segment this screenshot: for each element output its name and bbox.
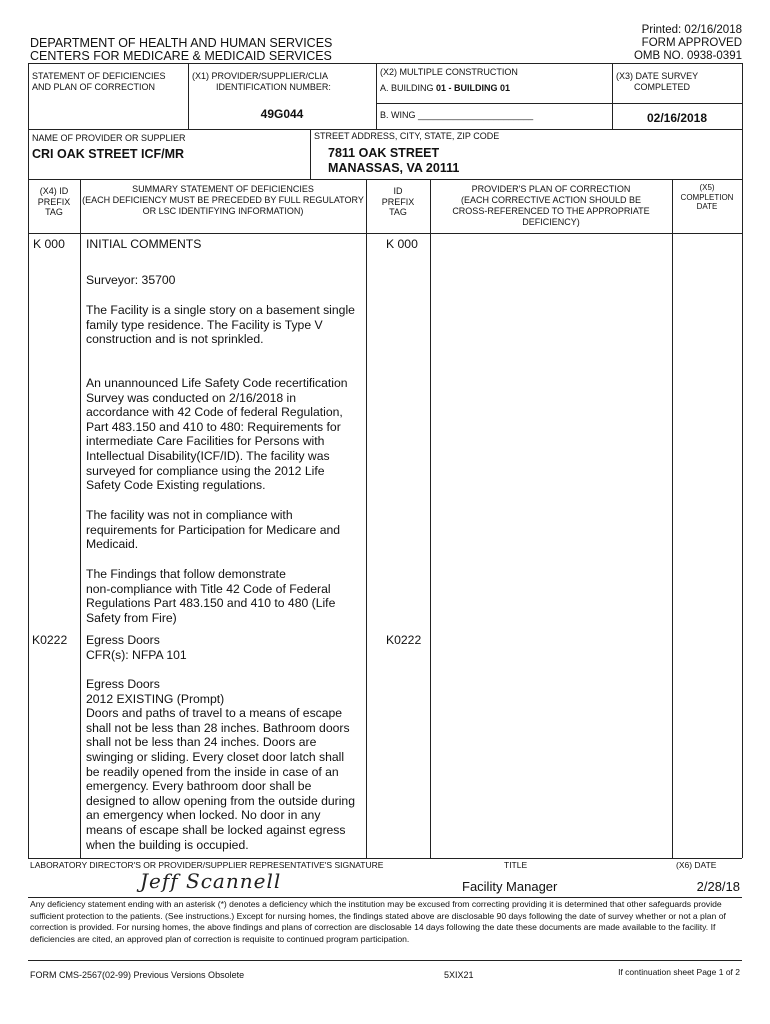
provider-name-label: NAME OF PROVIDER OR SUPPLIER <box>32 133 186 143</box>
form-approved: FORM APPROVED <box>641 37 742 49</box>
dept-line-1: DEPARTMENT OF HEALTH AND HUMAN SERVICES <box>30 36 333 50</box>
egress-doors-heading: Egress Doors CFR(s): NFPA 101 <box>86 633 187 662</box>
tag-k0222-right: K0222 <box>386 633 422 647</box>
handwritten-signature: Jeff Scannell <box>140 869 282 893</box>
id-header: ID PREFIX TAG <box>381 186 415 217</box>
initial-comments-heading: INITIAL COMMENTS <box>86 237 202 251</box>
compliance-statement: The facility was not in compliance with requirements for Participation for Medicare and Medicaid. <box>86 508 341 552</box>
survey-completed-date: 02/16/2018 <box>646 111 708 125</box>
tag-k000-left: K 000 <box>33 237 65 251</box>
x2-label: (X2) MULTIPLE CONSTRUCTION <box>380 67 518 77</box>
x2-building: A. BUILDING 01 - BUILDING 01 <box>380 83 511 93</box>
statement-label: STATEMENT OF DEFICIENCIES AND PLAN OF CORRECTION <box>32 71 166 92</box>
disclaimer-text: Any deficiency statement ending with an asterisk (*) denotes a deficiency which the institution may be excused from correcting providing it is determined that other safeguards provide sufficient protection to the patients. (See instructions.) Except for nursing homes, the findings stated above are disclosable 90 days following the date of survey whether or not a plan of correction is provided. For nursing homes, the above findings and plans of correction are disclosable 14 days following the date these documents are made available to the facility. If deficiencies are cited, an approved plan of correction is requisite to continued program participation. <box>30 899 726 944</box>
egress-doors-requirement: Egress Doors 2012 EXISTING (Prompt) Doors and paths of travel to a means of escape shall not be less than 28 inches. Bathroom doors shall not be less than 24 inches. Doors are swinging or sliding. Every closet door latch shall be readily opened from the inside in case of an emergency. Every bathroom door shall be designed to allow opening from the outside during an emergency when locked. No door in any means of escape shall be locked against egress when the building is occupied. <box>86 677 355 852</box>
x1-label: (X1) PROVIDER/SUPPLIER/CLIA IDENTIFICATION NUMBER: <box>192 71 331 92</box>
tag-k0222-left: K0222 <box>32 633 68 647</box>
plan-header: PROVIDER'S PLAN OF CORRECTION (EACH CORRECTIVE ACTION SHOULD BE CROSS-REFERENCED TO THE APPROPRIATE DEFICIENCY) <box>452 184 650 227</box>
form-number: FORM CMS-2567(02-99) Previous Versions Obsolete <box>30 970 245 980</box>
signer-title: Facility Manager <box>462 879 558 894</box>
signature-label: LABORATORY DIRECTOR'S OR PROVIDER/SUPPLIER REPRESENTATIVE'S SIGNATURE <box>30 860 384 870</box>
x2-wing: B. WING _______________________ <box>380 110 534 120</box>
survey-description: An unannounced Life Safety Code recertification Survey was conducted on 2/16/2018 in accordance with 42 Code of federal Regulation, Part 483.150 and 410 to 480: Requirements for intermediate Care Facilities for Persons with Intellectual Disability(ICF/ID). The facility was surveyed for compliance using the 2012 Life Safety Code Existing regulations. <box>86 376 348 493</box>
provider-name: CRI OAK STREET ICF/MR <box>32 147 185 161</box>
tag-k000-right: K 000 <box>386 237 418 251</box>
omb-number: OMB NO. 0938-0391 <box>633 50 742 62</box>
title-label: TITLE <box>504 860 528 870</box>
x3-label: (X3) DATE SURVEY COMPLETED <box>616 71 699 92</box>
address-label: STREET ADDRESS, CITY, STATE, ZIP CODE <box>314 131 500 141</box>
continuation-page: If continuation sheet Page 1 of 2 <box>618 967 740 977</box>
signature-date: 2/28/18 <box>696 879 740 894</box>
facility-description: The Facility is a single story on a basement single family type residence. The Facility is Type V construction and is not sprinkled. <box>86 303 355 347</box>
printed-date: Printed: 02/16/2018 <box>641 24 742 36</box>
findings-statement: The Findings that follow demonstrate non-compliance with Title 42 Code of Federal Regulations Part 483.150 and 410 to 480 (Life Safety from Fire) <box>86 567 336 625</box>
x4-header: (X4) ID PREFIX TAG <box>37 186 71 217</box>
street-address: 7811 OAK STREET MANASSAS, VA 20111 <box>328 146 460 175</box>
surveyor: Surveyor: 35700 <box>86 273 176 287</box>
date-label: (X6) DATE <box>676 860 717 870</box>
x1-provider-id: 49G044 <box>260 107 304 121</box>
summary-header: SUMMARY STATEMENT OF DEFICIENCIES (EACH DEFICIENCY MUST BE PRECEDED BY FULL REGULATORY OR LSC IDENTIFYING INFORMATION) <box>82 184 364 216</box>
event-id: 5XIX21 <box>444 970 474 980</box>
x5-header: (X5) COMPLETION DATE <box>680 183 734 211</box>
dept-line-2: CENTERS FOR MEDICARE & MEDICAID SERVICES <box>30 49 332 63</box>
